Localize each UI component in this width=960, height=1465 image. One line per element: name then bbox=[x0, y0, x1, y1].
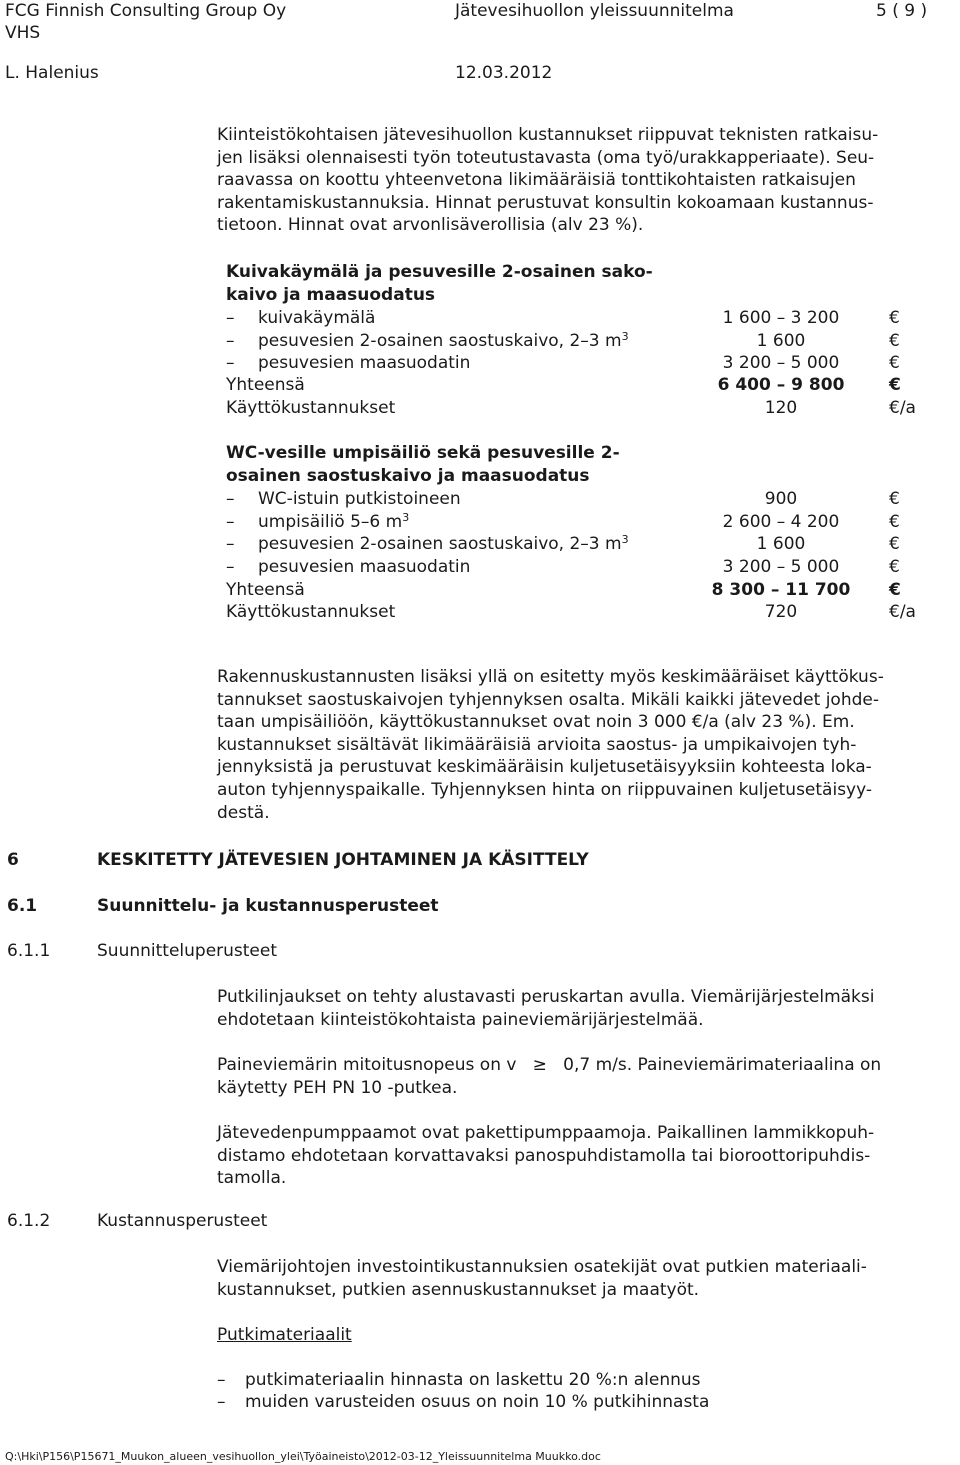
dash-marker: – bbox=[226, 557, 235, 577]
row-unit: € bbox=[889, 308, 900, 328]
row-label bbox=[258, 330, 629, 352]
total-label: Yhteensä bbox=[226, 375, 305, 395]
table-row bbox=[226, 533, 946, 555]
section-number: 6.1.2 bbox=[7, 1211, 51, 1231]
row-value: 2 600 – 4 200 bbox=[722, 512, 840, 532]
row-label bbox=[258, 533, 629, 555]
row-unit: € bbox=[889, 557, 900, 577]
pump-station-paragraph bbox=[217, 1122, 957, 1190]
operating-value: 720 bbox=[764, 602, 798, 622]
text-line: jennyksistä ja perustuvat keskimääräisin kuljetusetäisyyksiin kohteesta loka- bbox=[217, 757, 872, 778]
row-unit: € bbox=[889, 353, 900, 373]
table-row bbox=[226, 352, 946, 374]
row-label: pesuvesien maasuodatin bbox=[258, 557, 471, 577]
row-value: 1 600 bbox=[756, 534, 806, 554]
list-item-text: putkimateriaalin hinnasta on laskettu 20 %:n alennus bbox=[245, 1370, 701, 1390]
table-row bbox=[226, 556, 946, 578]
row-label-text: pesuvesien 2-osainen saostuskaivo, 2–3 m bbox=[258, 331, 622, 351]
row-label: kuivakäymälä bbox=[258, 308, 376, 328]
superscript: 3 bbox=[621, 330, 629, 343]
operating-unit: €/a bbox=[889, 398, 916, 418]
header-author: L. Halenius bbox=[5, 63, 99, 83]
text-line: auton tyhjennyspaikalle. Tyhjennyksen hinta on riippuvainen kuljetusetäisyy- bbox=[217, 779, 873, 800]
row-label: WC-istuin putkistoineen bbox=[258, 489, 461, 509]
text-line: taan umpisäiliöön, käyttökustannukset ovat noin 3 000 €/a (alv 23 %). Em. bbox=[217, 712, 855, 733]
text-line: Rakennuskustannusten lisäksi yllä on esitetty myös keskimääräiset käyttökus- bbox=[217, 667, 884, 687]
dash-marker: – bbox=[217, 1370, 226, 1390]
text-line: distamo ehdotetaan korvattavaksi panospuhdistamolla tai bioroottoripuhdis- bbox=[217, 1145, 871, 1166]
text-line bbox=[217, 1054, 957, 1077]
row-value: 1 600 – 3 200 bbox=[722, 308, 840, 328]
header-page: 5 ( 9 ) bbox=[876, 1, 928, 21]
total-value: 6 400 – 9 800 bbox=[717, 375, 845, 395]
text-line: ehdotetaan kiinteistökohtaista paineviemärijärjestelmää. bbox=[217, 1009, 704, 1030]
text-fragment: 0,7 m/s. Paineviemärimateriaalina on bbox=[563, 1055, 882, 1075]
operating-cost-paragraph bbox=[217, 666, 957, 824]
text-line: tietoon. Hinnat ovat arvonlisäverollisia (alv 23 %). bbox=[217, 215, 644, 236]
row-label: pesuvesien maasuodatin bbox=[258, 353, 471, 373]
total-label: Yhteensä bbox=[226, 580, 305, 600]
text-line: kustannukset, putkien asennuskustannukset ja maatyöt. bbox=[217, 1279, 700, 1300]
text-line: rakentamiskustannuksia. Hinnat perustuvat konsultin kokoamaan kustannus- bbox=[217, 192, 874, 213]
header-date: 12.03.2012 bbox=[455, 63, 553, 83]
text-line: raavassa on koottu yhteenvetona likimääräisiä tonttikohtaisten ratkaisujen bbox=[217, 170, 856, 191]
row-label-text: pesuvesien 2-osainen saostuskaivo, 2–3 m bbox=[258, 534, 622, 554]
operating-value: 120 bbox=[764, 398, 798, 418]
pipeline-paragraph bbox=[217, 986, 957, 1031]
footer-file-path: Q:\Hki\P156\P15671_Muukon_alueen_vesihuollon_ylei\Työaineisto\2012-03-12_Yleissuunnitelma Muukko.doc bbox=[5, 1450, 601, 1463]
text-line: destä. bbox=[217, 802, 270, 823]
dash-marker: – bbox=[226, 512, 235, 532]
dash-marker: – bbox=[217, 1392, 226, 1412]
table-row bbox=[226, 488, 946, 510]
table-operating-row bbox=[226, 601, 946, 623]
operating-label: Käyttökustannukset bbox=[226, 398, 396, 418]
cost-table-drytoilet bbox=[226, 261, 946, 431]
text-line: Viemärijohtojen investointikustannuksien osatekijät ovat putkien materiaali- bbox=[217, 1257, 867, 1277]
section-number: 6.1.1 bbox=[7, 941, 51, 961]
text-line: tamolla. bbox=[217, 1168, 287, 1189]
total-unit: € bbox=[889, 375, 901, 395]
section-title: KESKITETTY JÄTEVESIEN JOHTAMINEN JA KÄSITTELY bbox=[97, 850, 589, 870]
dash-marker: – bbox=[226, 489, 235, 509]
table-row bbox=[226, 307, 946, 329]
text-line: Kiinteistökohtaisen jätevesihuollon kustannukset riippuvat teknisten ratkaisu- bbox=[217, 125, 879, 145]
superscript: 3 bbox=[402, 511, 410, 524]
pipe-materials-subheading: Putkimateriaalit bbox=[217, 1325, 352, 1345]
text-line: kustannukset sisältävät likimääräisiä arvioita saostus- ja umpikaivojen tyh- bbox=[217, 734, 857, 755]
row-unit: € bbox=[889, 331, 900, 351]
row-unit: € bbox=[889, 489, 900, 509]
row-label-text: umpisäiliö 5–6 m bbox=[258, 512, 403, 532]
header-doc-title: Jätevesihuollon yleissuunnitelma bbox=[455, 1, 734, 21]
text-line: tannukset saostuskaivojen tyhjennyksen osalta. Mikäli kaikki jätevedet johde- bbox=[217, 689, 879, 710]
text-line: Putkilinjaukset on tehty alustavasti peruskartan avulla. Viemärijärjestelmäksi bbox=[217, 987, 875, 1007]
row-unit: € bbox=[889, 534, 900, 554]
table-row bbox=[226, 511, 946, 533]
row-value: 900 bbox=[764, 489, 798, 509]
table-title: Kuivakäymälä ja pesuvesille 2-osainen sako- bbox=[226, 262, 653, 282]
dash-marker: – bbox=[226, 331, 235, 351]
section-number: 6.1 bbox=[7, 896, 38, 916]
row-label bbox=[258, 511, 409, 533]
superscript: 3 bbox=[621, 533, 629, 546]
header-dept: VHS bbox=[5, 23, 41, 43]
list-item-text: muiden varusteiden osuus on noin 10 % putkihinnasta bbox=[245, 1392, 710, 1412]
section-title: Suunnitteluperusteet bbox=[97, 941, 278, 961]
table-title: WC-vesille umpisäiliö sekä pesuvesille 2- bbox=[226, 443, 620, 463]
dash-marker: – bbox=[226, 534, 235, 554]
row-value: 3 200 – 5 000 bbox=[722, 353, 840, 373]
table-operating-row bbox=[226, 397, 946, 419]
dash-marker: – bbox=[226, 353, 235, 373]
row-unit: € bbox=[889, 512, 900, 532]
row-value: 1 600 bbox=[756, 331, 806, 351]
pressure-sewer-paragraph bbox=[217, 1054, 957, 1099]
section-title: Suunnittelu- ja kustannusperusteet bbox=[97, 896, 439, 916]
cost-table-holdingtank bbox=[226, 442, 946, 632]
text-line: käytetty PEH PN 10 -putkea. bbox=[217, 1077, 458, 1098]
intro-paragraph bbox=[217, 124, 957, 237]
table-total-row bbox=[226, 579, 946, 601]
header-company: FCG Finnish Consulting Group Oy bbox=[5, 1, 287, 21]
table-title: osainen saostuskaivo ja maasuodatus bbox=[226, 466, 590, 486]
geq-symbol: ≥ bbox=[532, 1055, 547, 1075]
row-value: 3 200 – 5 000 bbox=[722, 557, 840, 577]
dash-marker: – bbox=[226, 308, 235, 328]
operating-unit: €/a bbox=[889, 602, 916, 622]
section-number: 6 bbox=[7, 850, 19, 870]
text-fragment: Paineviemärin mitoitusnopeus on v bbox=[217, 1055, 517, 1075]
table-title: kaivo ja maasuodatus bbox=[226, 285, 436, 305]
total-value: 8 300 – 11 700 bbox=[711, 580, 851, 600]
operating-label: Käyttökustannukset bbox=[226, 602, 396, 622]
text-line: jen lisäksi olennaisesti työn toteutustavasta (oma työ/urakkapperiaate). Seu- bbox=[217, 147, 875, 168]
investment-paragraph bbox=[217, 1256, 957, 1301]
text-line: Jätevedenpumppaamot ovat pakettipumppaamoja. Paikallinen lammikkopuh- bbox=[217, 1123, 875, 1143]
section-title: Kustannusperusteet bbox=[97, 1211, 268, 1231]
total-unit: € bbox=[889, 580, 901, 600]
table-total-row bbox=[226, 374, 946, 396]
table-row bbox=[226, 330, 946, 352]
